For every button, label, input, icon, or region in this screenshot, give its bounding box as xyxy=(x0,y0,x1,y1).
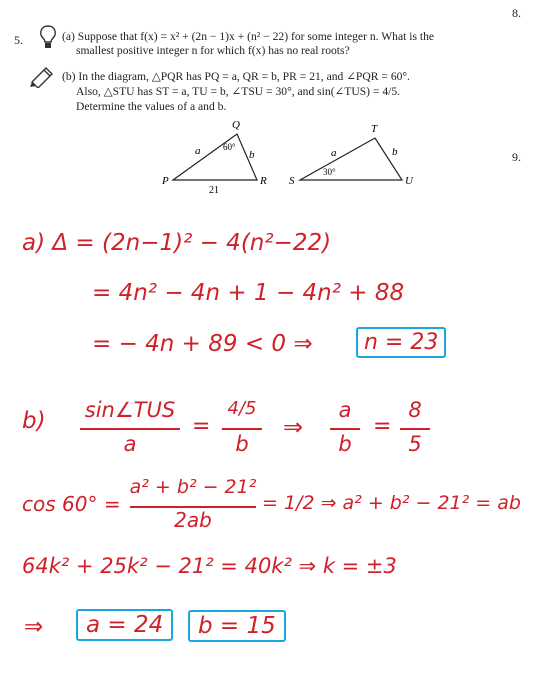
triangle-stu xyxy=(300,138,402,180)
label-s: S xyxy=(289,175,295,187)
label-side-a1: a xyxy=(195,145,201,157)
frac3-denominator: b xyxy=(338,432,352,456)
question-part-a-line2: smallest positive integer n for which f(x) has no real roots? xyxy=(76,44,350,57)
frac1-bar xyxy=(80,428,180,430)
question-part-b-line1: (b) In the diagram, △PQR has PQ = a, QR = b, PR = 21, and ∠PQR = 60°. xyxy=(62,70,410,83)
page-number-mid: 9. xyxy=(512,150,521,164)
label-base-21: 21 xyxy=(209,185,219,196)
label-r: R xyxy=(260,175,267,187)
frac3-bar xyxy=(330,428,360,430)
cos-numerator: a² + b² − 21² xyxy=(129,476,257,498)
question-part-b-line2: Also, △STU has ST = a, TU = b, ∠TSU = 30°, and sin(∠TUS) = 4/5. xyxy=(76,85,401,98)
arrow1: ⇒ xyxy=(283,413,304,441)
pencil-icon xyxy=(28,64,58,88)
lightbulb-icon xyxy=(38,24,58,52)
answer-a-box: a = 24 xyxy=(76,609,173,641)
frac1-denominator: a xyxy=(123,432,137,456)
frac2-denominator: b xyxy=(235,432,249,456)
label-angle-30: 30° xyxy=(323,167,336,177)
frac1-numerator: sin∠TUS xyxy=(84,398,176,422)
label-q: Q xyxy=(232,119,240,131)
eq2: = xyxy=(373,414,392,439)
cos-denominator: 2ab xyxy=(174,508,212,532)
solution-b-label: b) xyxy=(22,408,46,434)
frac4-denominator: 5 xyxy=(408,432,422,456)
frac3-numerator: a xyxy=(338,398,352,422)
label-side-b2: b xyxy=(392,146,398,158)
frac2-numerator: 4/5 xyxy=(227,398,257,419)
cos-result: = 1/2 ⇒ a² + b² − 21² = ab xyxy=(262,492,521,514)
solution-k-line: 64k² + 25k² − 21² = 40k² ⇒ k = ±3 xyxy=(22,554,397,578)
question-part-b-line3: Determine the values of a and b. xyxy=(76,100,227,113)
answer-b-box: b = 15 xyxy=(188,610,286,642)
label-u: U xyxy=(405,175,413,187)
solution-a-line3: = − 4n + 89 < 0 ⇒ xyxy=(92,331,313,357)
eq1: = xyxy=(192,414,211,439)
final-arrow: ⇒ xyxy=(24,614,44,640)
answer-n-box: n = 23 xyxy=(356,327,446,358)
triangle-pqr xyxy=(173,134,257,180)
label-side-a2: a xyxy=(331,147,337,159)
triangle-diagram xyxy=(140,112,440,198)
question-number: 5. xyxy=(14,33,23,47)
label-t: T xyxy=(371,123,378,135)
frac2-bar xyxy=(222,428,262,430)
page-number-top: 8. xyxy=(512,6,521,20)
label-angle-60: 60° xyxy=(223,142,236,152)
frac4-bar xyxy=(400,428,430,430)
label-side-b1: b xyxy=(249,149,255,161)
solution-a-line1: a) Δ = (2n−1)² − 4(n²−22) xyxy=(22,230,332,256)
label-p: P xyxy=(162,175,169,187)
frac4-numerator: 8 xyxy=(408,398,422,422)
solution-a-line2: = 4n² − 4n + 1 − 4n² + 88 xyxy=(92,280,405,306)
question-part-a-line1: (a) Suppose that f(x) = x² + (2n − 1)x + (n² − 22) for some integer n. What is the xyxy=(62,30,435,43)
cos-label: cos 60° = xyxy=(22,492,121,516)
